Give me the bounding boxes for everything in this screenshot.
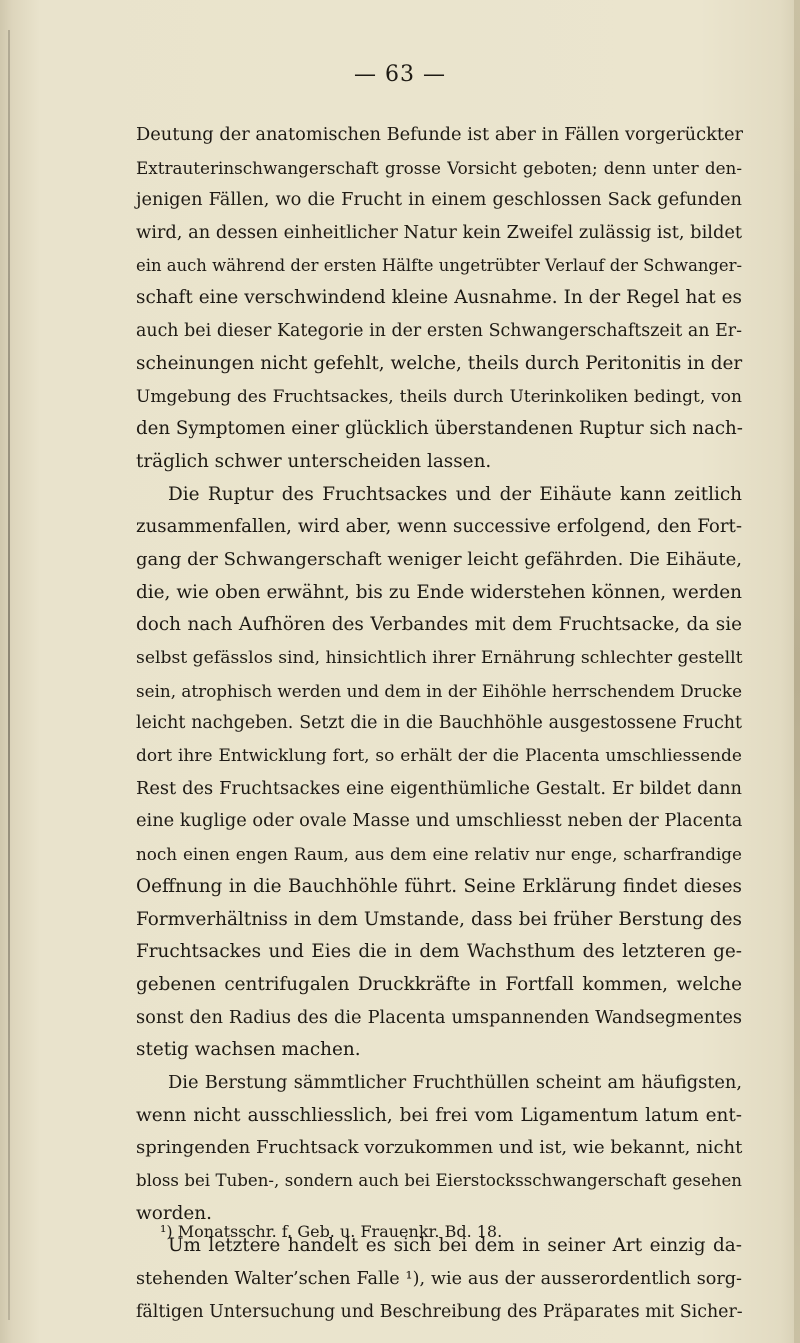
text-line: Formverhältniss in dem Umstande, dass bei früher Berstung des <box>136 908 742 930</box>
text-line: gang der Schwangerschaft weniger leicht gefährden. Die Eihäute, <box>136 548 743 570</box>
text-line: scheinungen nicht gefehlt, welche, theils durch Peritonitis in der <box>136 352 743 374</box>
paragraph <box>136 119 742 479</box>
text-line: wenn nicht ausschliesslich, bei frei vom Ligamentum latum ent- <box>136 1104 742 1126</box>
text-line: den Symptomen einer glücklich überstandenen Ruptur sich nach- <box>136 418 743 440</box>
footnote-marker: ¹) <box>160 1222 173 1241</box>
text-line: stehenden Walter’schen Falle ¹), wie aus der ausserordentlich sorg- <box>136 1269 742 1290</box>
text-line: Die Ruptur des Fruchtsackes und der Eihäute kann zeitlich <box>168 483 742 505</box>
text-line: Oeffnung in die Bauchhöhle führt. Seine Erklärung findet dieses <box>136 875 742 897</box>
paragraph <box>136 479 742 1067</box>
text-line: noch einen engen Raum, aus dem eine relativ nur enge, scharfrandige <box>136 844 742 865</box>
text-line: die, wie oben erwähnt, bis zu Ende widerstehen können, werden <box>136 581 742 603</box>
text-line: Um letztere handelt es sich bei dem in seiner Art einzig da- <box>168 1235 742 1257</box>
text-line: eine kuglige oder ovale Masse und umschliesst neben der Placenta <box>136 810 743 832</box>
text-line: stetig wachsen machen. <box>136 1039 361 1061</box>
text-line: fältigen Untersuchung und Beschreibung des Präparates mit Sicher- <box>136 1301 743 1322</box>
paragraph <box>136 1067 742 1230</box>
text-line: jenigen Fällen, wo die Frucht in einem geschlossen Sack gefunden <box>136 189 742 211</box>
text-line: ein auch während der ersten Hälfte ungetrübter Verlauf der Schwanger- <box>136 255 742 275</box>
page-number: — 63 — <box>354 62 446 87</box>
body-text <box>136 119 742 1328</box>
text-line: worden. <box>136 1202 212 1224</box>
text-line: schaft eine verschwindend kleine Ausnahme. In der Regel hat es <box>136 287 742 309</box>
text-line: Umgebung des Fruchtsackes, theils durch Uterinkoliken bedingt, von <box>136 386 742 407</box>
text-line: auch bei dieser Kategorie in der ersten Schwangerschaftszeit an Er- <box>136 321 742 342</box>
text-line: springenden Fruchtsack vorzukommen und ist, wie bekannt, nicht <box>136 1137 743 1159</box>
text-line: sonst den Radius des die Placenta umspannenden Wandsegmentes <box>136 1006 742 1028</box>
page-right-edge <box>794 0 800 1343</box>
text-line: Die Berstung sämmtlicher Fruchthüllen scheint am häufigsten, <box>168 1071 742 1093</box>
text-line: Rest des Fruchtsackes eine eigenthümliche Gestalt. Er bildet dann <box>136 777 742 799</box>
text-line: träglich schwer unterscheiden lassen. <box>136 450 492 472</box>
paragraph <box>136 1230 742 1328</box>
text-line: wird, an dessen einheitlicher Natur kein Zweifel zulässig ist, bildet <box>136 222 742 244</box>
text-line: selbst gefässlos sind, hinsichtlich ihrer Ernährung schlechter gestellt <box>136 648 743 668</box>
text-line: bloss bei Tuben-, sondern auch bei Eierstocksschwangerschaft gesehen <box>136 1171 742 1190</box>
footnote-text: Monatsschr. f. Geb. u. Frauenkr. Bd. 18. <box>177 1222 503 1241</box>
text-line: Fruchtsackes und Eies die in dem Wachsthum des letzteren ge- <box>136 941 742 963</box>
text-line: leicht nachgeben. Setzt die in die Bauchhöhle ausgestossene Frucht <box>136 713 742 734</box>
text-line: dort ihre Entwicklung fort, so erhält der die Placenta umschliessende <box>136 746 742 767</box>
text-line: doch nach Aufhören des Verbandes mit dem Fruchtsacke, da sie <box>136 614 742 636</box>
text-line: zusammenfallen, wird aber, wenn successive erfolgend, den Fort- <box>136 516 742 538</box>
text-line: gebenen centrifugalen Druckkräfte in Fortfall kommen, welche <box>136 973 742 995</box>
footnote <box>160 1222 502 1242</box>
text-line: Extrauterinschwangerschaft grosse Vorsicht geboten; denn unter den- <box>136 157 742 178</box>
text-line: sein, atrophisch werden und dem in der Eihöhle herrschendem Drucke <box>136 680 742 701</box>
page-left-edge-shadow <box>8 30 10 1320</box>
text-line: Deutung der anatomischen Befunde ist aber in Fällen vorgerückter <box>136 124 744 145</box>
